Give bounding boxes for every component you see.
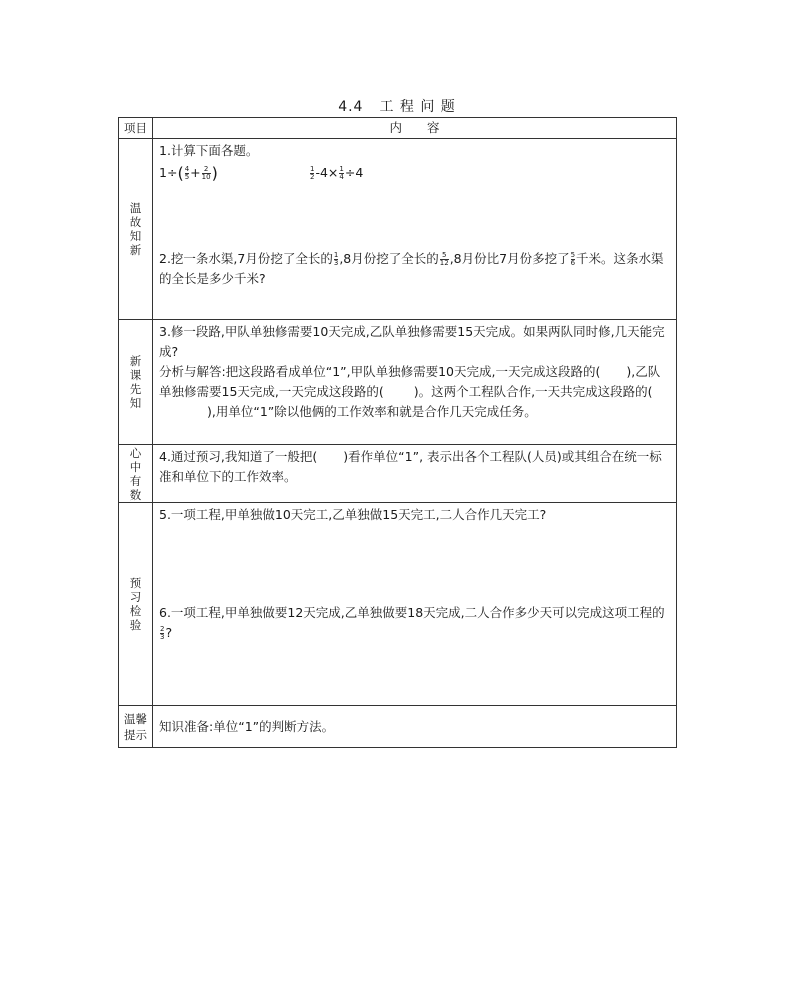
fraction: $\frac{2}{10}$ xyxy=(201,165,211,181)
section-content-summary xyxy=(153,445,677,503)
section-label-preview: 预习检验 xyxy=(119,503,153,706)
section-new-lesson xyxy=(119,320,677,445)
q1-expr-b: $\frac{1}{2}$ -4× $\frac{1}{4}$ ÷4 xyxy=(310,165,364,181)
title-text: 工 程 问 题 xyxy=(379,99,456,115)
section-preview xyxy=(119,503,677,706)
q6-text: 6.一项工程,甲单独做要12天完成,乙单独做要18天完成,二人合作多少天可以完成这项工程的 $\frac{2}{3}$ ? xyxy=(159,605,665,641)
fraction: $\frac{2}{3}$ xyxy=(160,625,165,641)
section-content-new-lesson xyxy=(153,320,677,445)
section-label-tips: 温馨提示 xyxy=(119,706,153,748)
section-summary xyxy=(119,445,677,503)
fraction: $\frac{4}{5}$ xyxy=(184,165,190,181)
section-content-review xyxy=(153,139,677,320)
section-label-new-lesson: 新课先知 xyxy=(119,320,153,445)
fraction: $\frac{5}{6}$ xyxy=(570,251,576,267)
page-title xyxy=(0,96,794,116)
q1-title: 1.计算下面各题。 xyxy=(159,143,259,158)
header-row xyxy=(119,118,677,139)
fraction: $\frac{1}{4}$ xyxy=(339,165,344,181)
q4-text: 4.通过预习,我知道了一般把( )看作单位“1”, 表示出各个工程队(人员)或其组合在统一标准和单位下的工作效率。 xyxy=(159,449,662,484)
section-review xyxy=(119,139,677,320)
tips-text: 知识准备:单位“1”的判断方法。 xyxy=(159,718,335,734)
fraction: $\frac{5}{12}$ xyxy=(439,251,449,267)
section-content-tips xyxy=(153,706,677,748)
q5-text: 5.一项工程,甲单独做10天完工,乙单独做15天完工,二人合作几天完工? xyxy=(159,507,547,522)
q1-expr-a: 1÷( $\frac{4}{5}$ + $\frac{2}{10}$ ) xyxy=(159,163,218,183)
section-label-summary: 心中有数 xyxy=(119,445,153,503)
fraction: $\frac{1}{2}$ xyxy=(310,165,315,181)
section-label-review: 温故知新 xyxy=(119,139,153,320)
section-tips xyxy=(119,706,677,748)
q2-text: 2.挖一条水渠,7月份挖了全长的 $\frac{1}{3}$ ,8月份挖了全长的 $\frac{5}{12}$ ,8月份比7月份多挖了 $\frac{5}{6}$ 千米。这条水渠的全长是多少千米? xyxy=(159,251,664,286)
section-content-preview xyxy=(153,503,677,706)
worksheet-table xyxy=(118,117,677,748)
fraction: $\frac{1}{3}$ xyxy=(333,251,339,267)
header-col-content: 内 容 xyxy=(153,118,677,139)
q1-expressions xyxy=(159,161,670,185)
title-number: 4.4 xyxy=(338,99,364,115)
q3-analysis: 分析与解答:把这段路看成单位“1”,甲队单独修需要10天完成,一天完成这段路的( ),乙队单独修需要15天完成,一天完成这段路的( )。这两个工程队合作,一天共完成这段路的(),用单位“1”除以他俩的工作效率和就是合作几天完成任务。 xyxy=(159,364,661,419)
header-col-item: 项目 xyxy=(119,118,153,139)
q3-question: 3.修一段路,甲队单独修需要10天完成,乙队单独修需要15天完成。如果两队同时修,几天能完成? xyxy=(159,324,665,359)
